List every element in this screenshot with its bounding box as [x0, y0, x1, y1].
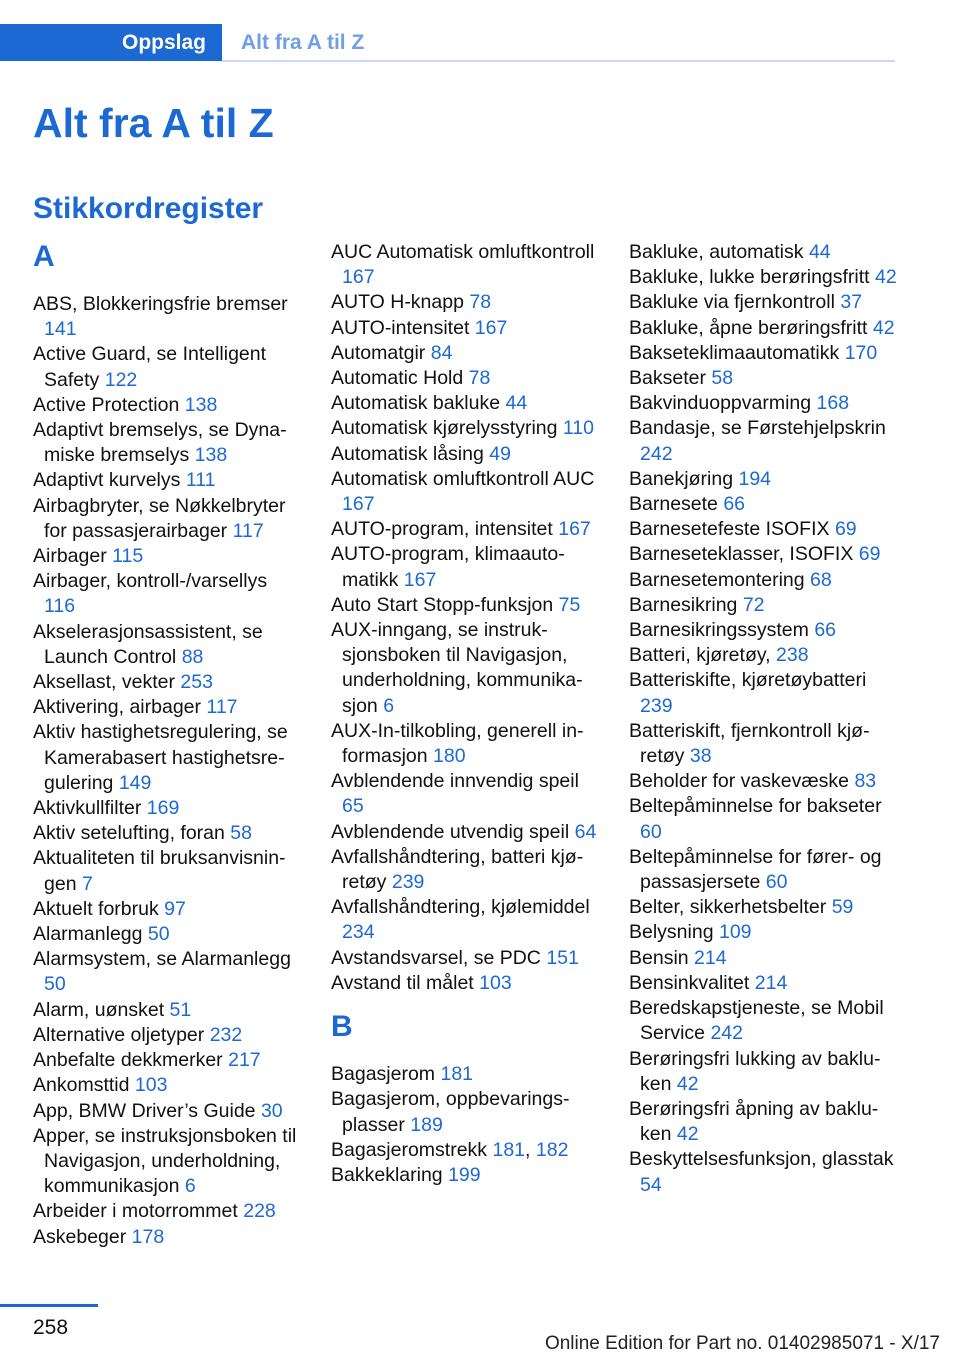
index-entry-text: Automatisk kjørelysstyring: [331, 417, 558, 440]
index-entry: [331, 971, 599, 996]
index-entry-text: Bakluke via fjernkontroll: [629, 291, 835, 314]
index-entry: [33, 494, 301, 544]
index-entry-text: Automatic Hold: [331, 367, 464, 390]
page-title: Alt fra A til Z: [33, 100, 274, 146]
index-entry: [331, 341, 599, 366]
page-reference-link[interactable]: 42: [875, 266, 897, 289]
page-reference-link[interactable]: 59: [831, 896, 854, 919]
index-entry-text: AUX-In-tilkobling, generell informasjon: [331, 719, 584, 768]
index-entry-text: Barnesetemontering: [629, 568, 805, 591]
index-entry: [331, 1062, 599, 1087]
index-entry: [331, 366, 599, 391]
index-entry: [331, 542, 599, 592]
tab-alt-fra-a-til-z[interactable]: [241, 24, 364, 61]
page-reference-link[interactable]: 68: [810, 568, 832, 591]
index-entry: [629, 1047, 897, 1097]
index-entry: [331, 517, 599, 542]
index-entry: [331, 1087, 599, 1137]
index-entry-text: Automatisk omluftkontroll AUC: [331, 467, 595, 490]
index-entry-text: Active Guard, se Intelligent Safety: [33, 343, 267, 391]
index-entry-text: Arbeider i motorrommet: [33, 1200, 238, 1223]
index-entry-text: Barnesikring: [629, 593, 738, 616]
index-entry: [33, 569, 301, 619]
index-entry-text: Akselerasjonsassistent, se Launch Control: [33, 620, 263, 668]
index-entry-text: Bagasjerom: [331, 1063, 436, 1086]
page-reference-link[interactable]: 42: [676, 1123, 699, 1146]
index-entry: [33, 468, 301, 493]
index-entry-text: ABS, Blokkeringsfrie bremser: [33, 293, 288, 315]
index-entry: [629, 920, 897, 945]
index-entry-text: Bakvinduoppvarming: [629, 392, 812, 415]
page-reference-link[interactable]: 117: [232, 519, 264, 542]
page-reference-link[interactable]: 116: [44, 595, 76, 618]
page-reference-link[interactable]: 69: [834, 518, 857, 541]
page-reference-link[interactable]: 38: [689, 745, 712, 768]
page-reference-link[interactable]: 167: [558, 518, 591, 541]
index-entry: [331, 593, 599, 618]
index-entry: [331, 618, 599, 719]
index-entry-text: Automatgir: [331, 341, 426, 364]
index-entry-text: Bakluke, lukke berøringsfritt: [629, 266, 870, 289]
page-reference-link[interactable]: 151: [546, 946, 579, 969]
index-entry-text: Bandasje, se Førstehjelpskrin: [629, 417, 886, 440]
page-reference-link[interactable]: 83: [854, 770, 877, 793]
page-reference-link[interactable]: 30: [260, 1099, 283, 1122]
index-entry: [331, 895, 599, 945]
index-entry-text: Avstandsvarsel, se PDC: [331, 946, 541, 969]
page-reference-link[interactable]: 170: [844, 341, 878, 364]
index-entry: [629, 391, 897, 416]
index-entry-text: Aktiv setelufting, foran: [33, 822, 225, 845]
index-entry: Bagasjeromstrekk 181, 182: [331, 1138, 569, 1161]
index-entry: [629, 946, 897, 971]
index-entry: [629, 467, 897, 492]
page-reference-link[interactable]: 167: [474, 316, 508, 339]
index-entry: [331, 391, 599, 416]
index-entry: [33, 947, 301, 997]
page-reference-link[interactable]: 181: [492, 1138, 526, 1161]
page-reference-link[interactable]: 168: [816, 392, 850, 415]
index-column-2: [331, 240, 599, 1188]
index-entry-text: Avfallshåndtering, batteri kjøretøy: [331, 845, 584, 894]
page-reference-link[interactable]: 6: [383, 694, 395, 717]
index-entry-text: Aktiv hastighetsregulering, se Kamerabasert hastighetsregulering: [33, 721, 288, 794]
index-entry: [331, 416, 599, 441]
index-entry-text: Berøringsfri åpning av bakluken: [629, 1097, 879, 1146]
index-entry-text: Beltepåminnelse for bakseter: [629, 795, 882, 818]
page-reference-link[interactable]: 194: [738, 467, 772, 490]
index-entry-text: Aktivering, airbager: [33, 696, 201, 719]
index-entry-text: Bagasjeromstrekk: [331, 1138, 488, 1161]
page-reference-link[interactable]: 110: [562, 417, 594, 440]
page-reference-link[interactable]: 253: [180, 671, 213, 694]
index-entry: [33, 1124, 301, 1200]
index-entry: [33, 1023, 301, 1048]
index-entry: [33, 620, 301, 670]
page-reference-link[interactable]: 138: [194, 444, 228, 467]
page-reference-link[interactable]: 44: [808, 241, 831, 263]
page-reference-link[interactable]: 97: [164, 897, 186, 920]
tab-oppslag-label: Oppslag: [121, 30, 206, 54]
index-entry-text: Alternative oljetyper: [33, 1023, 205, 1046]
index-column-3: [629, 240, 897, 1198]
page-reference-link[interactable]: 60: [640, 820, 662, 843]
page-reference-link[interactable]: 242: [640, 442, 673, 465]
page-reference-link[interactable]: 44: [505, 392, 528, 415]
page-reference-link[interactable]: 37: [840, 291, 863, 314]
page-reference-link[interactable]: 64: [574, 820, 597, 843]
index-entry-text: Avblendende utvendig speil: [331, 820, 570, 843]
page-reference-link[interactable]: 6: [184, 1175, 196, 1198]
index-entry-text: Active Protection: [33, 393, 180, 416]
index-entry: [629, 996, 897, 1046]
index-entry: [629, 971, 897, 996]
page-reference-link[interactable]: 42: [872, 316, 895, 339]
index-entry-text: Belysning: [629, 921, 714, 944]
page-reference-link[interactable]: 75: [558, 593, 581, 616]
page-reference-link[interactable]: 169: [146, 797, 180, 820]
index-entry-text: Batteriskifte, kjøretøybatteri: [629, 669, 867, 692]
page-reference-link[interactable]: 234: [342, 921, 375, 944]
index-entry-text: Aksellast, vekter: [33, 671, 175, 694]
index-entry-text: Avstand til målet: [331, 971, 474, 994]
index-entry: [629, 341, 897, 366]
page-reference-link[interactable]: 214: [754, 971, 788, 994]
page-reference-link[interactable]: 88: [181, 645, 204, 668]
tab-alt-fra-a-til-z-label: Alt fra A til Z: [241, 30, 365, 54]
index-entry-text: Batteriskift, fjernkontroll kjøretøy: [629, 719, 870, 768]
page-reference-link[interactable]: 228: [243, 1200, 276, 1223]
page-reference-link[interactable]: 50: [147, 923, 170, 946]
index-entry-text: Barnesetefeste ISOFIX: [629, 518, 830, 541]
page-reference-link[interactable]: 232: [209, 1023, 243, 1046]
page-reference-link[interactable]: 242: [710, 1022, 743, 1045]
index-entry-text: AUTO-program, intensitet: [331, 518, 553, 541]
index-entry: [331, 769, 599, 819]
page-reference-link[interactable]: 49: [489, 442, 511, 465]
index-entry-text: Bakkeklaring: [331, 1163, 443, 1186]
index-entry: [331, 1163, 599, 1188]
page-reference-link[interactable]: 178: [131, 1225, 165, 1248]
index-entry-text: Bensinkvalitet: [629, 971, 750, 994]
index-entry-text: Avfallshåndtering, kjølemiddel: [331, 896, 590, 919]
index-entry-text: Aktuelt forbruk: [33, 897, 159, 920]
index-entry: [331, 946, 599, 971]
index-entry: [331, 467, 599, 517]
index-entry: [629, 290, 897, 315]
page-number: 258: [33, 1316, 69, 1339]
page-reference-link[interactable]: 78: [469, 291, 492, 314]
page-reference-link[interactable]: 217: [228, 1049, 261, 1072]
index-entry: [33, 393, 301, 418]
index-entry-text: Avblendende innvendig speil: [331, 770, 579, 793]
index-entry-text: AUTO-program, klimaautomatikk: [331, 543, 565, 591]
index-entry-text: Airbager: [33, 545, 107, 568]
index-entry-text: Askebeger: [33, 1225, 127, 1248]
index-entry-text: Airbager, kontroll-/varsellys: [33, 570, 268, 593]
index-entry: [629, 593, 897, 618]
page-reference-link[interactable]: 7: [81, 872, 93, 895]
index-entry: [331, 820, 599, 845]
index-entry-text: Bakseter: [629, 367, 706, 390]
page-reference-link[interactable]: 69: [858, 543, 881, 566]
index-entry: [629, 668, 897, 718]
section-title: Stikkordregister: [33, 192, 264, 225]
index-letter-heading: A: [33, 240, 55, 273]
page-reference-link[interactable]: 51: [169, 998, 192, 1021]
index-entry: [33, 1225, 301, 1250]
page-reference-link[interactable]: 138: [184, 393, 218, 416]
index-entry: [33, 342, 301, 392]
page-reference-link[interactable]: 117: [206, 696, 238, 719]
index-entry-text: Barnesete: [629, 493, 718, 516]
index-entry-text: AUX-inngang, se instruksjonsboken til Navigasjon, underholdning, kommunikasjon: [331, 619, 583, 717]
index-entry-text: Alarm, uønsket: [33, 998, 165, 1021]
index-entry: [629, 845, 897, 895]
index-entry: [33, 544, 301, 569]
index-entry-text: Automatisk låsing: [331, 442, 484, 465]
index-entry: [33, 292, 301, 342]
index-entry: [331, 240, 599, 290]
index-entry-text: Alarmanlegg: [33, 923, 143, 946]
index-entry: [33, 720, 301, 796]
page-reference-link[interactable]: 141: [44, 318, 77, 341]
index-entry-text: Banekjøring: [629, 467, 734, 490]
index-entry: [629, 240, 897, 265]
page-reference-link[interactable]: 167: [403, 568, 437, 591]
index-entry-text: AUC Automatisk omluftkontroll: [331, 241, 595, 263]
index-entry: [629, 542, 897, 567]
index-entry: [629, 366, 897, 391]
page-reference-link[interactable]: 111: [185, 469, 216, 492]
index-entry: [629, 517, 897, 542]
index-entry-text: Bensin: [629, 946, 689, 969]
index-entry: [33, 1199, 301, 1224]
index-entry-text: Automatisk bakluke: [331, 392, 501, 415]
index-entry: [33, 695, 301, 720]
footer-divider: [0, 1304, 98, 1307]
page-reference-link[interactable]: 238: [776, 644, 809, 667]
page-reference-link[interactable]: 181: [440, 1063, 474, 1086]
index-entry: [629, 1147, 897, 1197]
index-entry: [629, 895, 897, 920]
index-entry: [629, 316, 897, 341]
page-reference-link[interactable]: 199: [448, 1163, 481, 1186]
index-entry-text: Bakluke, automatisk: [629, 241, 804, 263]
index-entry-text: Airbagbryter, se Nøkkelbryter for passasjerairbager: [33, 494, 286, 542]
header-divider: [222, 60, 895, 62]
index-entry-text: Aktualiteten til bruksanvisningen: [33, 847, 286, 895]
page-reference-link[interactable]: 122: [104, 368, 138, 391]
page-reference-link[interactable]: 103: [134, 1074, 168, 1097]
page-reference-link[interactable]: 65: [342, 795, 364, 818]
index-letter-heading: B: [331, 1010, 353, 1044]
page-reference-link[interactable]: 58: [711, 367, 734, 390]
page-reference-link[interactable]: 54: [640, 1173, 662, 1196]
page-reference-link[interactable]: 182: [535, 1138, 569, 1161]
index-entry: [331, 442, 599, 467]
index-entry-text: Auto Start Stopp-funksjon: [331, 593, 554, 616]
index-entry-text: Belter, sikkerhetsbelter: [629, 896, 827, 919]
index-entry-text: Alarmsystem, se Alarmanlegg: [33, 948, 291, 971]
index-entry: [33, 821, 301, 846]
index-entry: [33, 998, 301, 1023]
index-entry: [33, 897, 301, 922]
index-entry-text: Apper, se instruksjonsboken til Navigasjon, underholdning, kommunikasjon: [33, 1124, 297, 1198]
index-entry-text: Barnesikringssystem: [629, 619, 809, 642]
index-entry-text: Bakluke, åpne berøringsfritt: [629, 316, 868, 339]
index-entry: [331, 719, 599, 769]
page-reference-link[interactable]: 239: [640, 694, 673, 717]
page-reference-link[interactable]: 58: [230, 822, 252, 845]
index-entry: [629, 416, 897, 466]
edition-note: Online Edition for Part no. 01402985071 - X/17: [544, 1333, 940, 1354]
page-reference-link[interactable]: 239: [391, 871, 425, 894]
index-entry-text: Beltepåminnelse for fører- og passasjersete: [629, 845, 882, 894]
index-entry-text: Bakseteklimaautomatikk: [629, 341, 840, 364]
index-entry: [629, 568, 897, 593]
index-entry: [33, 1099, 301, 1124]
page-reference-link[interactable]: 50: [44, 973, 66, 996]
page-reference-link[interactable]: 42: [676, 1072, 699, 1095]
page-reference-link[interactable]: 149: [118, 771, 152, 794]
index-column-1: [33, 240, 301, 1250]
page-reference-link[interactable]: 167: [342, 493, 375, 516]
index-entry-text: Adaptivt bremselys, se Dynamiske bremselys: [33, 419, 287, 467]
page-reference-link[interactable]: 214: [694, 946, 727, 969]
index-entry: [331, 290, 599, 315]
index-entry: [629, 1097, 897, 1147]
index-entry: [331, 316, 599, 341]
page-reference-link[interactable]: 84: [430, 341, 453, 364]
index-entry: [33, 796, 301, 821]
page-reference-link[interactable]: 103: [479, 971, 512, 994]
page-reference-link[interactable]: 72: [742, 593, 765, 616]
index-entry: [629, 618, 897, 643]
top-bar: [0, 24, 895, 62]
index-entry-text: Aktivkullfilter: [33, 797, 142, 820]
index-entry: [629, 719, 897, 769]
page-reference-link[interactable]: 115: [112, 545, 144, 568]
index-entry-text: Anbefalte dekkmerker: [33, 1049, 223, 1072]
index-entry: [629, 492, 897, 517]
index-entry: [33, 1073, 301, 1098]
index-entry-text: Berøringsfri lukking av bakluken: [629, 1047, 881, 1095]
index-entry-text: AUTO-intensitet: [331, 316, 470, 339]
tab-oppslag[interactable]: [0, 24, 222, 61]
index-entry: [33, 418, 301, 468]
page-reference-link[interactable]: 78: [468, 367, 491, 390]
page-reference-link[interactable]: 66: [814, 619, 837, 642]
page-reference-link[interactable]: 180: [433, 745, 466, 768]
index-entry-text: Adaptivt kurvelys: [33, 469, 181, 492]
index-entry: [629, 643, 897, 668]
index-entry: [629, 769, 897, 794]
page-reference-link[interactable]: 189: [410, 1113, 443, 1136]
page-reference-link[interactable]: 167: [342, 266, 375, 289]
index-entry: [33, 846, 301, 896]
index-entry-text: AUTO H-knapp: [331, 291, 464, 314]
index-entry-text: Barneseteklasser, ISOFIX: [629, 543, 854, 566]
index-entry: [629, 265, 897, 290]
page-reference-link[interactable]: 66: [723, 493, 746, 516]
index-entry: [33, 670, 301, 695]
index-entry: [33, 922, 301, 947]
index-entry-text: Beholder for vaskevæske: [629, 770, 850, 793]
index-entry: [331, 845, 599, 895]
index-entry-text: Beskyttelsesfunksjon, glasstak: [629, 1148, 894, 1171]
index-entry-text: App, BMW Driver’s Guide: [33, 1099, 256, 1122]
index-entry-text: Bagasjerom, oppbevaringsplasser: [331, 1088, 570, 1136]
index-entry-text: Beredskapstjeneste, se Mobil Service: [629, 997, 884, 1045]
index-entry: [33, 1048, 301, 1073]
page-reference-link[interactable]: 60: [765, 871, 788, 894]
index-entry-text: Ankomsttid: [33, 1074, 130, 1097]
index-entry-text: Batteri, kjøretøy,: [629, 644, 771, 667]
page-reference-link[interactable]: 109: [718, 921, 752, 944]
index-entry: [629, 794, 897, 844]
